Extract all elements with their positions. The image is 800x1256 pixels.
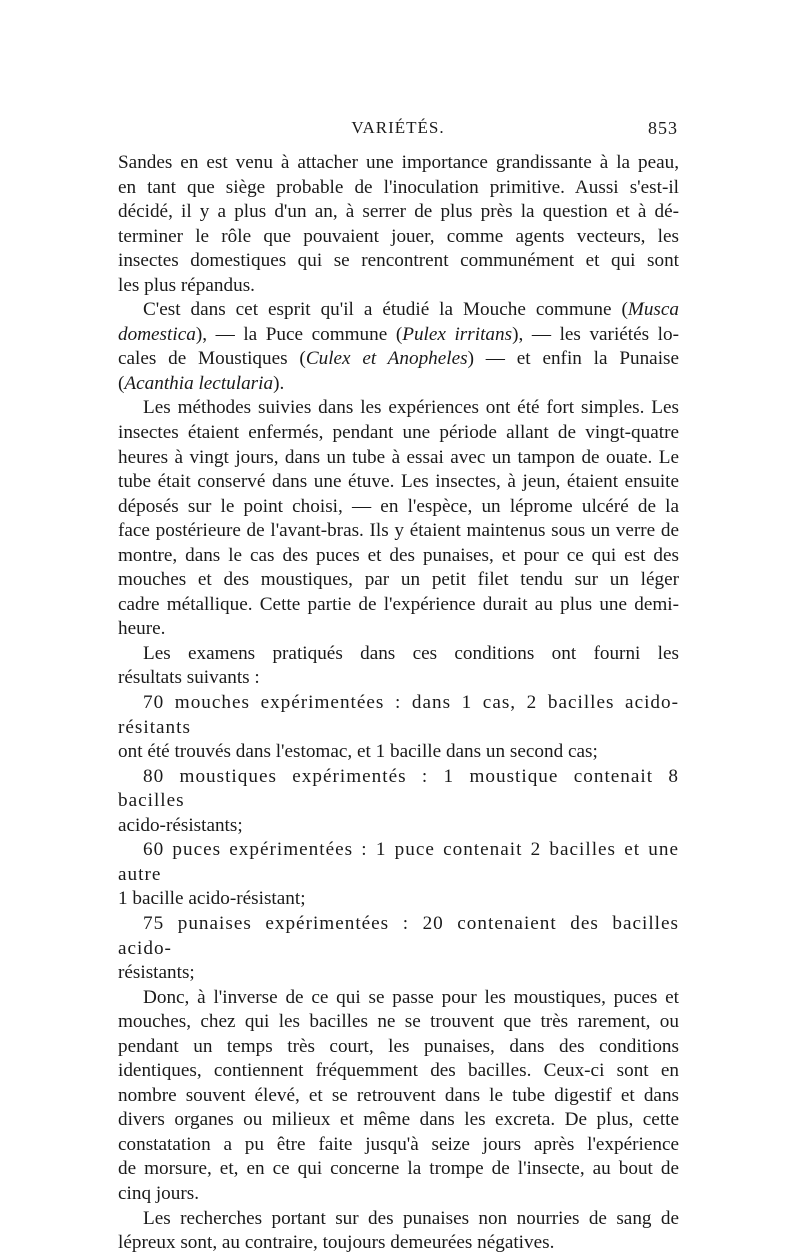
text-span: ), — les variétés lo- (512, 323, 679, 345)
result-line: ont été trouvés dans l'estomac, et 1 bacille dans un second cas; (118, 741, 598, 763)
text-line: insectes étaient enfermés, pendant une période allant de vingt-quatre (118, 422, 679, 444)
species-name: Acanthia lectularia (124, 372, 274, 394)
text-span: ), — la Puce commune ( (195, 323, 403, 345)
text-line: résultats suivants : (118, 667, 260, 689)
result-line: acido-résistants; (118, 814, 243, 836)
text-line: insectes domestiques qui se rencontrent communément et qui sont (118, 250, 679, 272)
text-line: identiques, contiennent fréquemment des bacilles. Ceux-ci sont en (118, 1060, 679, 1082)
text-line: constatation a pu être faite jusqu'à seize jours après l'expérience (118, 1133, 679, 1155)
text-line (118, 323, 679, 348)
text-line: tube était conservé dans une étuve. Les insectes, à jeun, étaient ensuite (118, 471, 679, 493)
text-line: face postérieure de l'avant-bras. Ils y étaient maintenus sous un verre de (118, 520, 679, 542)
result-line: 1 bacille acido-résistant; (118, 888, 306, 910)
text-line: Les recherches portant sur des punaises non nourries de sang de (143, 1207, 679, 1229)
species-name: Musca (627, 299, 679, 321)
text-line: Sandes en est venu à attacher une importance grandissante à la peau, (118, 152, 679, 173)
result-line: 60 puces expérimentées : 1 puce contenait 2 bacilles et une autre (118, 839, 679, 885)
text-span: ( (118, 372, 125, 394)
text-line: mouches, chez qui les bacilles ne se trouvent que très rarement, ou (118, 1011, 679, 1033)
text-line: heure. (118, 618, 166, 640)
text-line: lépreux sont, au contraire, toujours demeurées négatives. (118, 1232, 555, 1254)
text-span: ). (273, 372, 285, 394)
running-header (118, 118, 678, 142)
text-line: de morsure, et, en ce qui concerne la trompe de l'insecte, au bout de (118, 1158, 679, 1180)
text-line: cinq jours. (118, 1182, 200, 1204)
text-line: pendant un temps très court, les punaises, dans des conditions (118, 1035, 679, 1057)
text-line: divers organes ou milieux et même dans les excreta. De plus, cette (118, 1109, 679, 1131)
body-text (118, 151, 679, 1256)
text-line: Les examens pratiqués dans ces conditions ont fourni les (143, 642, 679, 664)
text-line: décidé, il y a plus d'un an, à serrer de plus près la question et à dé- (118, 201, 679, 223)
text-line (118, 298, 679, 323)
species-name: Culex et Anopheles (305, 348, 468, 370)
text-line: déposés sur le point choisi, — en l'espèce, un lépromе ulcéré de la (118, 495, 679, 517)
text-line: mouches et des moustiques, par un petit filet tendu sur un léger (118, 569, 679, 591)
result-line: 70 mouches expérimentées : dans 1 cas, 2 bacilles acido-résitants (118, 692, 679, 738)
text-span: C'est dans cet esprit qu'il a étudié la Mouche commune ( (143, 299, 628, 321)
text-line: terminer le rôle que pouvaient jouer, comme agents vecteurs, les (118, 225, 679, 247)
result-line: résistants; (118, 962, 195, 984)
text-span: ) — et enfin la Punaise (467, 348, 680, 370)
species-name: Pulex irritans (402, 323, 513, 345)
result-line: 80 moustiques expérimentés : 1 moustique contenait 8 bacilles (118, 765, 679, 812)
text-line: Les méthodes suivies dans les expériences ont été fort simples. Les (143, 397, 679, 419)
result-line: 75 punaises expérimentées : 20 contenaient des bacilles acido- (118, 912, 679, 959)
text-span: cales de Moustiques ( (118, 348, 306, 370)
section-title: VARIÉTÉS. (351, 118, 445, 137)
text-line: en tant que siège probable de l'inoculation primitive. Aussi s'est-il (118, 176, 679, 198)
text-line (118, 347, 679, 372)
text-line: heures à vingt jours, dans un tube à essai avec un tampon de ouate. Le (118, 446, 679, 468)
text-line: cadre métallique. Cette partie de l'expérience durait au plus une demi- (118, 593, 679, 615)
text-line: les plus répandus. (118, 274, 255, 296)
text-line: Donc, à l'inverse de ce qui se passe pour les moustiques, puces et (143, 986, 679, 1008)
page-number: 853 (648, 118, 678, 138)
text-line (118, 372, 679, 397)
text-line: nombre souvent élevé, et se retrouvent dans le tube digestif et dans (118, 1084, 679, 1106)
species-name: domestica (118, 323, 196, 345)
text-line: montre, dans le cas des puces et des punaises, et pour ce qui est des (118, 544, 679, 566)
